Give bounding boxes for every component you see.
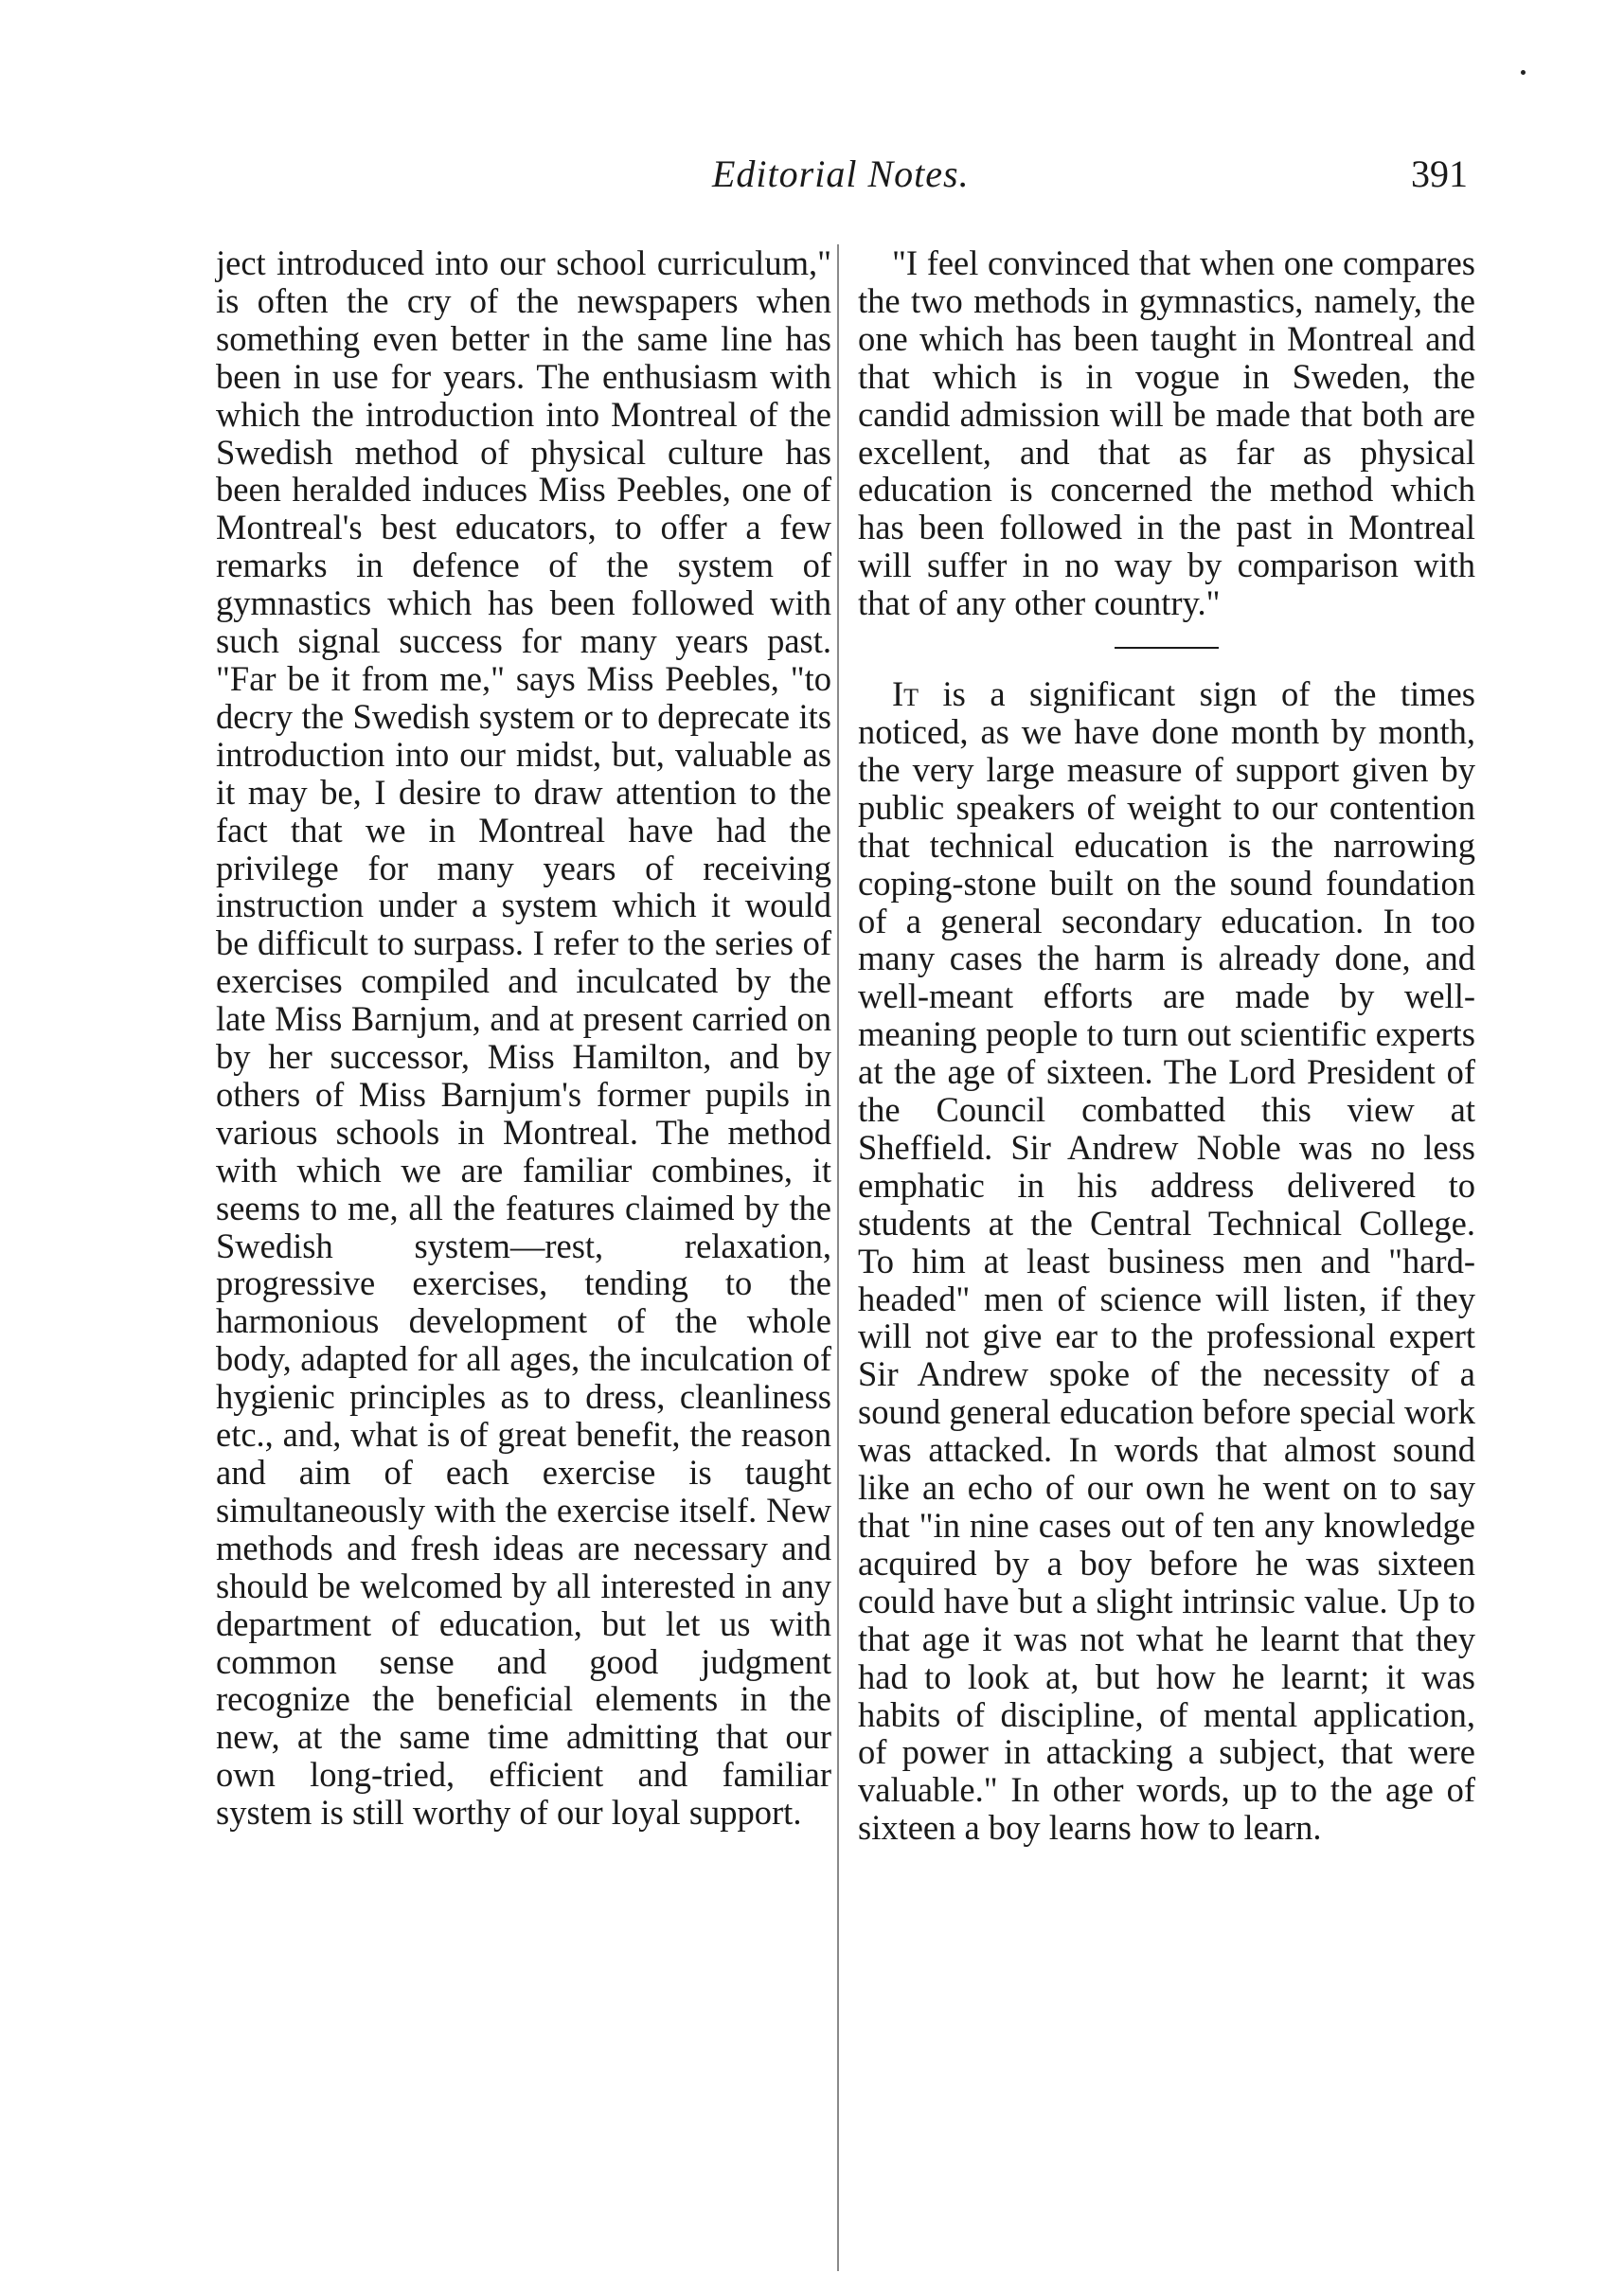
paragraph-lead-word: It — [892, 674, 919, 714]
right-column — [858, 244, 1475, 1847]
right-column-paragraph-1: "I feel convinced that when one compares the two methods in gymnastics, namely, the one which has been taught in Montreal and that which is in vogue in Sweden, the candid admission will be made that both are excellent, and that as far as physical education is concerned the method which has been followed in the past in Montreal will suffer in no way by comparison with that of any other country." — [858, 243, 1475, 623]
left-column — [216, 244, 831, 1832]
page-header — [0, 152, 1624, 208]
left-column-paragraph: ject introduced into our school curriculum," is often the cry of the newspapers when something even better in the same line has been in use for years. The enthusiasm with which the introduction into Montreal of the Swedish method of physical culture has been heralded induces Miss Peebles, one of Montreal's best educators, to offer a few remarks in defence of the system of gymnastics which has been followed with such signal success for many years past. "Far be it from me," says Miss Peebles, "to decry the Swedish system or to deprecate its introduction into our midst, but, valuable as it may be, I desire to draw attention to the fact that we in Montreal have had the privilege for many years of receiving instruction under a system which it would be difficult to surpass. I refer to the series of exercises compiled and inculcated by the late Miss Barnjum, and at present carried on by her successor, Miss Hamilton, and by others of Miss Barnjum's former pupils in various schools in Montreal. The method with which we are familiar combines, it seems to me, all the features claimed by the Swedish system—rest, relaxation, progressive exercises, tending to the harmonious development of the whole body, adapted for all ages, the inculcation of hygienic principles as to dress, cleanliness etc., and, what is of great benefit, the reason and aim of each exercise is taught simultaneously with the exercise itself. New methods and fresh ideas are necessary and should be welcomed by all interested in any department of education, but let us with common sense and good judgment recognize the beneficial elements in the new, at the same time admitting that our own long-tried, efficient and familiar system is still worthy of our loyal support. — [216, 243, 831, 1833]
right-column-paragraph-2 — [858, 675, 1475, 1847]
running-title: Editorial Notes. — [712, 152, 970, 195]
section-rule — [1115, 647, 1219, 649]
column-divider — [837, 244, 839, 2271]
page-number: 391 — [1411, 152, 1468, 195]
scan-speck — [1521, 70, 1526, 75]
right-column-paragraph-2-text: is a significant sign of the times noticed, as we have done month by month, the very large measure of support given by public speakers of weight to our contention that technical education is the narrowing coping-stone built on the sound foundation of a general secondary education. In too many cases the harm is already done, and well-meant efforts are made by well-meaning people to turn out scientific experts at the age of sixteen. The Lord President of the Council combatted this view at Sheffield. Sir Andrew Noble was no less emphatic in his address delivered to students at the Central Technical College. To him at least business men and "hard-headed" men of science will listen, if they will not give ear to the professional expert Sir Andrew spoke of the necessity of a sound general education before special work was attacked. In words that almost sound like an echo of our own he went on to say that "in nine cases out of ten any knowledge acquired by a boy before he was sixteen could have but a slight intrinsic value. Up to that age it was not what he learnt that they had to look at, but how he learnt; it was habits of discipline, of mental application, of power in attacking a subject, that were valuable." In other words, up to the age of sixteen a boy learns how to learn. — [858, 674, 1475, 1848]
